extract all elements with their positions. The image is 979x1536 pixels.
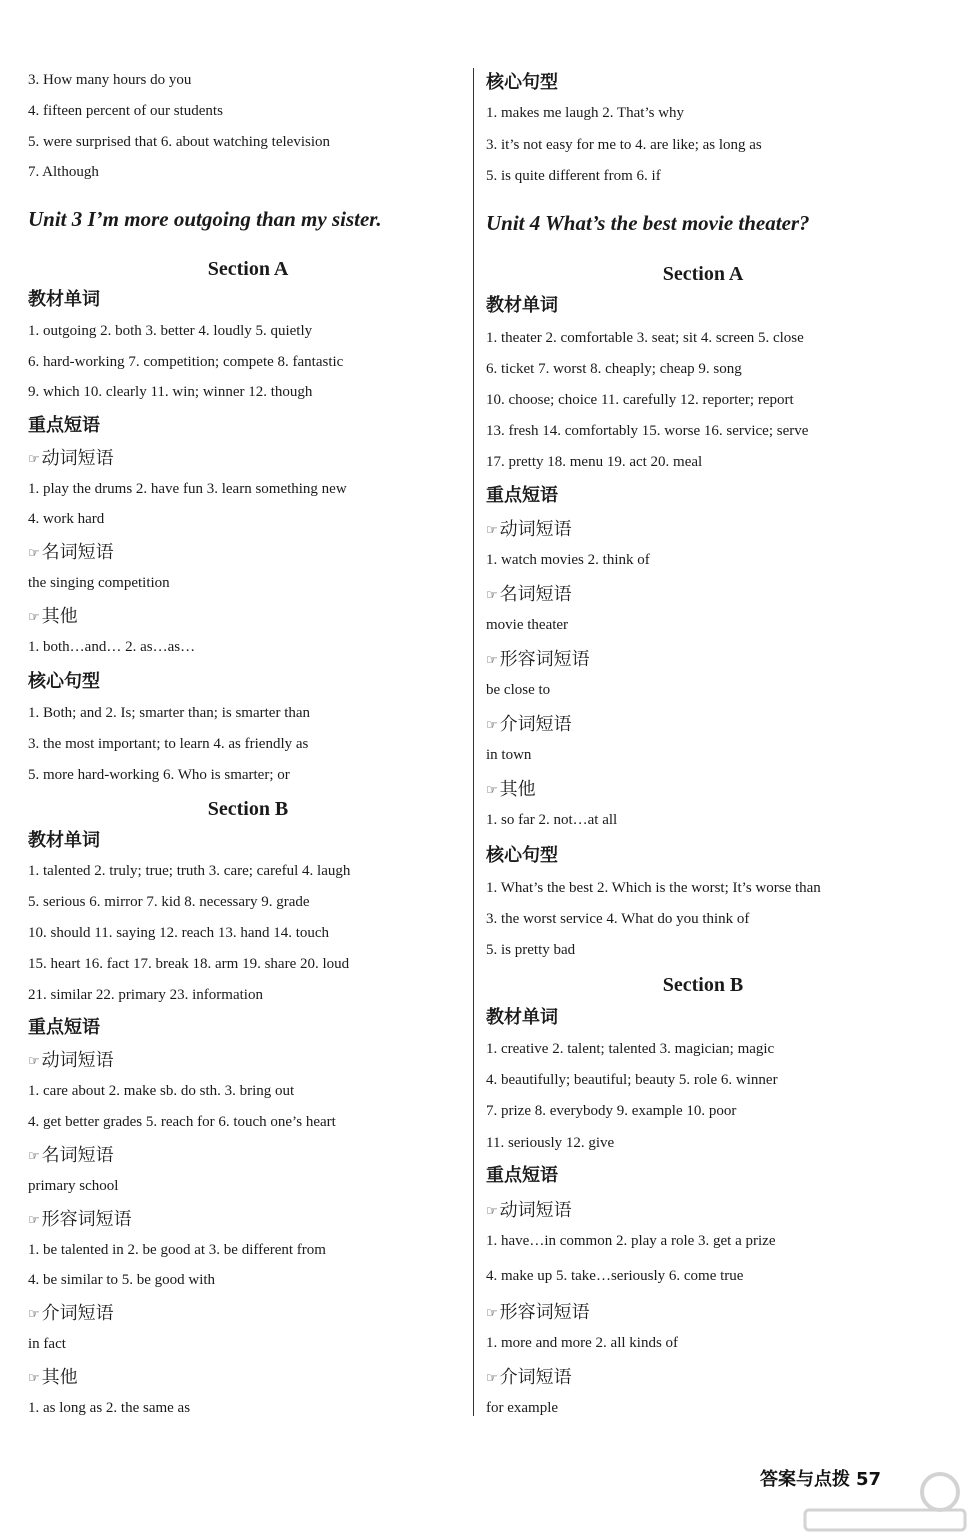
section-title [28, 257, 468, 281]
section-title [28, 797, 468, 821]
text: 6. ticket 7. worst 8. cheaply; cheap 9. song [486, 361, 742, 377]
text: 4. work hard [28, 511, 105, 527]
category-heading [486, 1007, 558, 1029]
text: Section A [207, 258, 289, 280]
section-title [486, 973, 920, 997]
text: 17. pretty 18. menu 19. act 20. meal [486, 454, 703, 470]
text: 4. beautifully; beautiful; beauty 5. role 6. winner [486, 1072, 778, 1088]
text: 7. Although [28, 164, 99, 180]
pointing-hand-icon: ☞ [28, 452, 40, 467]
text: 1. creative 2. talent; talented 3. magician; magic [486, 1041, 775, 1057]
text: 1. talented 2. truly; true; truth 3. care; careful 4. laugh [28, 863, 351, 879]
text: 动词短语 [41, 448, 114, 469]
text: 4. fifteen percent of our students [28, 103, 223, 119]
text: 21. similar 22. primary 23. information [28, 987, 263, 1003]
text: 其他 [41, 1367, 78, 1388]
answer-line [28, 321, 312, 341]
answer-line [28, 382, 312, 402]
text: 重点短语 [28, 415, 100, 436]
text: 6. hard-working 7. competition; compete 8. fantastic [28, 354, 344, 370]
text: the singing competition [28, 575, 170, 591]
answer-line [486, 328, 804, 348]
answer-line [486, 615, 568, 635]
text: 1. care about 2. make sb. do sth. 3. bring out [28, 1083, 295, 1099]
text: in town [486, 747, 532, 763]
category-heading [486, 72, 558, 94]
text: 形容词短语 [499, 649, 590, 670]
answer-line [486, 1070, 778, 1090]
answer-line [28, 1081, 294, 1101]
text: 介词短语 [499, 714, 572, 735]
answer-line [486, 1333, 678, 1353]
answer-line [486, 1266, 743, 1286]
text: 核心句型 [486, 72, 558, 93]
text: 4. be similar to 5. be good with [28, 1272, 216, 1288]
answer-line [28, 573, 170, 593]
answer-line [486, 745, 531, 765]
text: 教材单词 [28, 830, 100, 851]
text: 13. fresh 14. comfortably 15. worse 16. service; serve [486, 423, 809, 439]
pointing-hand-icon: ☞ [486, 588, 498, 603]
text: 1. outgoing 2. both 3. better 4. loudly 5. quietly [28, 323, 313, 339]
subcategory-heading [486, 584, 572, 608]
answer-line [28, 1398, 190, 1418]
category-heading [28, 671, 100, 693]
text: 教材单词 [486, 295, 558, 316]
text: 10. should 11. saying 12. reach 13. hand 14. touch [28, 925, 330, 941]
page-number: 57 [856, 1469, 882, 1490]
text: 动词短语 [499, 519, 572, 540]
answer-line [28, 132, 330, 152]
pointing-hand-icon: ☞ [28, 546, 40, 561]
answer-line [486, 166, 661, 186]
answer-line [28, 1112, 336, 1132]
category-heading [28, 1017, 100, 1039]
text: 教材单词 [486, 1007, 558, 1028]
text: 3. How many hours do you [28, 72, 192, 88]
answer-line [486, 878, 821, 898]
subcategory-heading [486, 519, 572, 543]
answer-line [28, 162, 99, 182]
pointing-hand-icon: ☞ [28, 1307, 40, 1322]
text: be close to [486, 682, 551, 698]
text: 3. the worst service 4. What do you think of [486, 911, 750, 927]
answer-line [486, 421, 808, 441]
text: Unit 4 What’s the best movie theater? [486, 211, 810, 235]
text: 其他 [499, 779, 536, 800]
subcategory-heading [486, 1367, 572, 1391]
category-heading [28, 415, 100, 437]
text: 重点短语 [28, 1017, 100, 1038]
answer-line [486, 1231, 776, 1251]
text: in fact [28, 1336, 66, 1352]
text: 1. more and more 2. all kinds of [486, 1335, 679, 1351]
answer-line [486, 1101, 736, 1121]
text: 1. makes me laugh 2. That’s why [486, 105, 685, 121]
text: 4. get better grades 5. reach for 6. touch one’s heart [28, 1114, 336, 1130]
text: 5. serious 6. mirror 7. kid 8. necessary 9. grade [28, 894, 310, 910]
text: 1. Both; and 2. Is; smarter than; is smarter than [28, 705, 311, 721]
text: 1. be talented in 2. be good at 3. be different from [28, 1242, 326, 1258]
subcategory-heading [28, 542, 114, 566]
text: 形容词短语 [41, 1209, 132, 1230]
answer-line [28, 734, 308, 754]
footer-title: 答案与点拨 [760, 1469, 850, 1490]
text: 1. so far 2. not…at all [486, 812, 618, 828]
pointing-hand-icon: ☞ [486, 783, 498, 798]
answer-line [28, 479, 347, 499]
pointing-hand-icon: ☞ [28, 1054, 40, 1069]
answer-line [28, 923, 329, 943]
answer-line [28, 861, 350, 881]
pointing-hand-icon: ☞ [486, 1306, 498, 1321]
answer-line [486, 940, 575, 960]
text: 5. is quite different from 6. if [486, 168, 661, 184]
subcategory-heading [28, 1209, 132, 1233]
category-heading [486, 295, 558, 317]
pointing-hand-icon: ☞ [486, 1371, 498, 1386]
answer-line [486, 550, 650, 570]
answer-line [28, 954, 349, 974]
answer-line [486, 1133, 614, 1153]
subcategory-heading [28, 1050, 114, 1074]
category-heading [486, 1165, 558, 1187]
answer-line [486, 103, 684, 123]
answer-line [28, 70, 191, 90]
text: 重点短语 [486, 1165, 558, 1186]
text: Section B [207, 798, 289, 820]
text: 名词短语 [41, 1145, 114, 1166]
text: movie theater [486, 617, 569, 633]
answer-line [28, 352, 343, 372]
text: 5. more hard-working 6. Who is smarter; or [28, 767, 290, 783]
text: 动词短语 [499, 1200, 572, 1221]
category-heading [486, 845, 558, 867]
subcategory-heading [28, 1367, 78, 1391]
answer-line [28, 509, 104, 529]
answer-line [28, 703, 310, 723]
pointing-hand-icon: ☞ [28, 1371, 40, 1386]
text: for example [486, 1400, 559, 1416]
column-divider [473, 68, 474, 1416]
answer-line [28, 1240, 326, 1260]
pointing-hand-icon: ☞ [28, 1213, 40, 1228]
watermark-logo-icon [800, 1470, 970, 1534]
text: 核心句型 [28, 671, 100, 692]
text: 形容词短语 [499, 1302, 590, 1323]
answer-line [28, 637, 195, 657]
text: 1. as long as 2. the same as [28, 1400, 191, 1416]
category-heading [28, 830, 100, 852]
answer-line [486, 359, 742, 379]
answer-line [28, 892, 310, 912]
text: 名词短语 [499, 584, 572, 605]
unit-title [28, 206, 382, 232]
answer-line [28, 765, 290, 785]
answer-line [28, 101, 223, 121]
text: 3. the most important; to learn 4. as friendly as [28, 736, 309, 752]
text: 1. What’s the best 2. Which is the worst; It’s worse than [486, 880, 821, 896]
section-title [486, 262, 920, 286]
text: primary school [28, 1178, 119, 1194]
text: 5. is pretty bad [486, 942, 576, 958]
pointing-hand-icon: ☞ [486, 718, 498, 733]
subcategory-heading [486, 1200, 572, 1224]
text: 介词短语 [499, 1367, 572, 1388]
text: 7. prize 8. everybody 9. example 10. poor [486, 1103, 737, 1119]
answer-line [28, 1270, 215, 1290]
subcategory-heading [486, 714, 572, 738]
subcategory-heading [486, 649, 590, 673]
text: Section A [662, 263, 744, 285]
pointing-hand-icon: ☞ [486, 653, 498, 668]
text: 1. watch movies 2. think of [486, 552, 650, 568]
text: 10. choose; choice 11. carefully 12. reporter; report [486, 392, 794, 408]
text: 15. heart 16. fact 17. break 18. arm 19. share 20. loud [28, 956, 350, 972]
category-heading [486, 485, 558, 507]
text: Section B [662, 974, 744, 996]
subcategory-heading [28, 606, 78, 630]
answer-line [486, 680, 550, 700]
text: 11. seriously 12. give [486, 1135, 615, 1151]
subcategory-heading [28, 1145, 114, 1169]
pointing-hand-icon: ☞ [486, 1204, 498, 1219]
text: 核心句型 [486, 845, 558, 866]
text: 5. were surprised that 6. about watching television [28, 134, 331, 150]
answer-line [28, 1334, 66, 1354]
unit-title [486, 210, 810, 236]
answer-line [486, 909, 749, 929]
category-heading [28, 289, 100, 311]
text: 教材单词 [28, 289, 100, 310]
text: 3. it’s not easy for me to 4. are like; as long as [486, 137, 762, 153]
answer-line [486, 1039, 774, 1059]
text: 其他 [41, 606, 78, 627]
text: 1. theater 2. comfortable 3. seat; sit 4. screen 5. close [486, 330, 804, 346]
subcategory-heading [486, 1302, 590, 1326]
text: 1. have…in common 2. play a role 3. get a prize [486, 1233, 776, 1249]
text: Unit 3 I’m more outgoing than my sister. [28, 207, 382, 231]
text: 1. both…and… 2. as…as… [28, 639, 196, 655]
text: 4. make up 5. take…seriously 6. come true [486, 1268, 744, 1284]
answer-line [486, 390, 794, 410]
text: 重点短语 [486, 485, 558, 506]
answer-line [486, 810, 617, 830]
answer-line [486, 1398, 558, 1418]
pointing-hand-icon: ☞ [28, 1149, 40, 1164]
text: 9. which 10. clearly 11. win; winner 12. though [28, 384, 313, 400]
text: 动词短语 [41, 1050, 114, 1071]
answer-line [486, 452, 702, 472]
pointing-hand-icon: ☞ [28, 610, 40, 625]
answer-line [486, 135, 762, 155]
text: 1. play the drums 2. have fun 3. learn something new [28, 481, 347, 497]
text: 名词短语 [41, 542, 114, 563]
text: 介词短语 [41, 1303, 114, 1324]
pointing-hand-icon: ☞ [486, 523, 498, 538]
answer-line [28, 1176, 118, 1196]
answer-line [28, 985, 263, 1005]
subcategory-heading [28, 1303, 114, 1327]
subcategory-heading [28, 448, 114, 472]
subcategory-heading [486, 779, 536, 803]
